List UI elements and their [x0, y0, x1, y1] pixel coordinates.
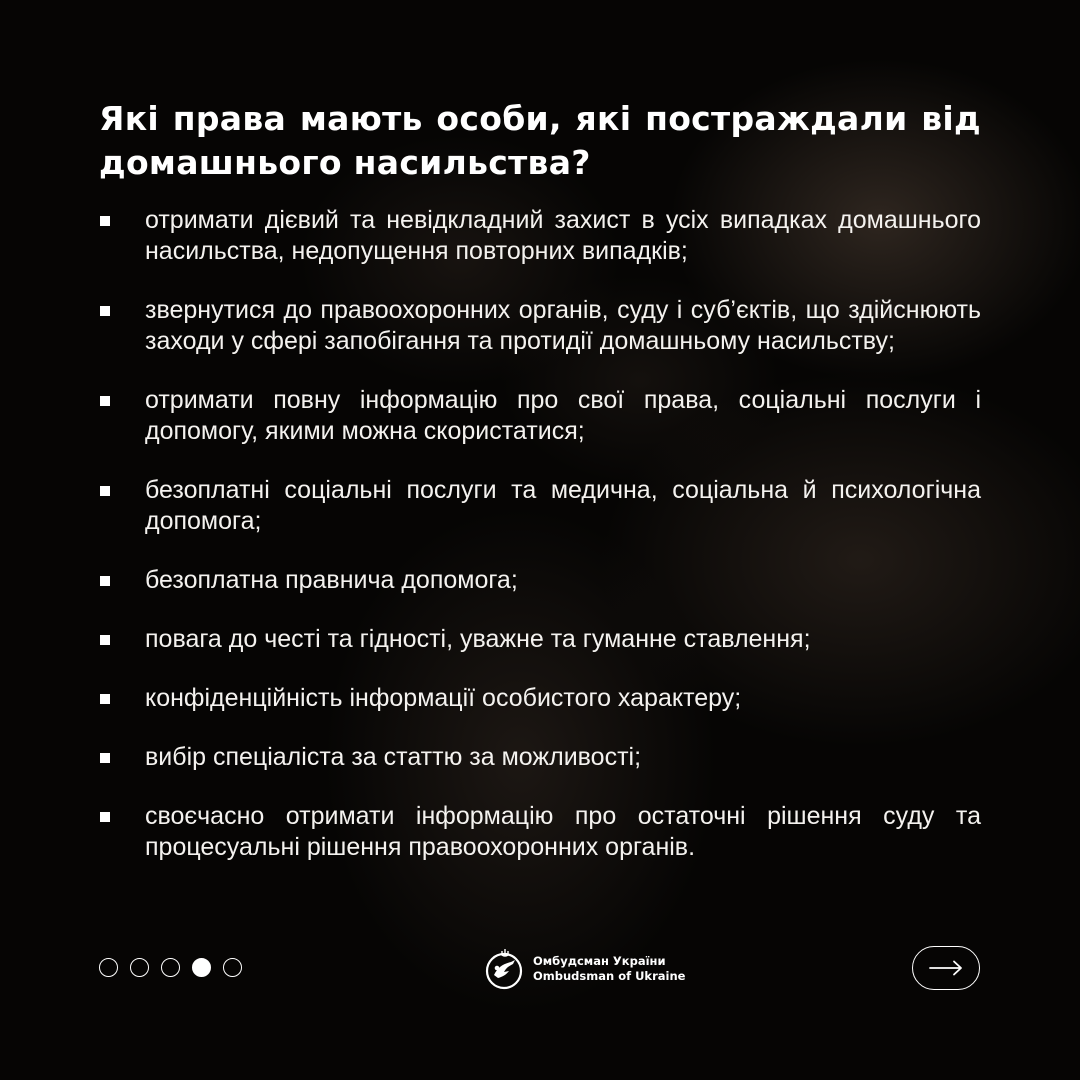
list-item-text: вибір спеціаліста за статтю за можливості;	[145, 743, 642, 771]
list-item-text: повага до честі та гідності, уважне та гуманне ставлення;	[145, 625, 811, 653]
pagination-dot[interactable]	[130, 958, 149, 977]
rights-list	[99, 205, 981, 891]
list-item	[99, 475, 981, 537]
bullet-square-icon	[100, 486, 110, 496]
arrow-right-icon	[929, 960, 963, 976]
ombudsman-emblem-icon	[482, 947, 526, 991]
list-item	[99, 205, 981, 267]
bullet-square-icon	[100, 753, 110, 763]
logo-line-en: Ombudsman of Ukraine	[533, 969, 686, 983]
bullet-square-icon	[100, 635, 110, 645]
pagination-dot[interactable]	[99, 958, 118, 977]
list-item	[99, 742, 981, 773]
page-title: Які права мають особи, які постраждали від домашнього насильства?	[99, 99, 981, 182]
list-item-text: безоплатна правнича допомога;	[145, 566, 518, 594]
list-item-text: конфіденційність інформації особистого характеру;	[145, 684, 742, 712]
list-item	[99, 565, 981, 596]
bullet-square-icon	[100, 306, 110, 316]
pagination-dot-active[interactable]	[192, 958, 211, 977]
bullet-square-icon	[100, 216, 110, 226]
list-item	[99, 295, 981, 357]
list-item	[99, 683, 981, 714]
list-item-text: своєчасно отримати інформацію про остаточні рішення суду та процесуальні рішення правоохоронних органів.	[145, 802, 981, 861]
list-item-text: отримати дієвий та невідкладний захист в усіх випадках домашнього насильства, недопущення повторних випадків;	[145, 206, 981, 265]
footer	[0, 940, 1080, 1000]
list-item	[99, 801, 981, 863]
next-button[interactable]	[912, 946, 980, 990]
bullet-square-icon	[100, 576, 110, 586]
list-item-text: безоплатні соціальні послуги та медична, соціальна й психологічна допомога;	[145, 476, 981, 535]
logo-text	[533, 954, 685, 984]
logo-line-ua: Омбудсман України	[533, 954, 666, 968]
pagination-dots	[99, 958, 242, 977]
list-item	[99, 624, 981, 655]
bullet-square-icon	[100, 396, 110, 406]
ombudsman-logo	[482, 947, 685, 991]
bullet-square-icon	[100, 694, 110, 704]
list-item-text: отримати повну інформацію про свої права, соціальні послуги і допомогу, якими можна скористатися;	[145, 386, 981, 445]
list-item	[99, 385, 981, 447]
pagination-dot[interactable]	[161, 958, 180, 977]
list-item-text: звернутися до правоохоронних органів, суду і суб’єктів, що здійснюють заходи у сфері запобігання та протидії домашньому насильству;	[145, 296, 981, 355]
bullet-square-icon	[100, 812, 110, 822]
pagination-dot[interactable]	[223, 958, 242, 977]
